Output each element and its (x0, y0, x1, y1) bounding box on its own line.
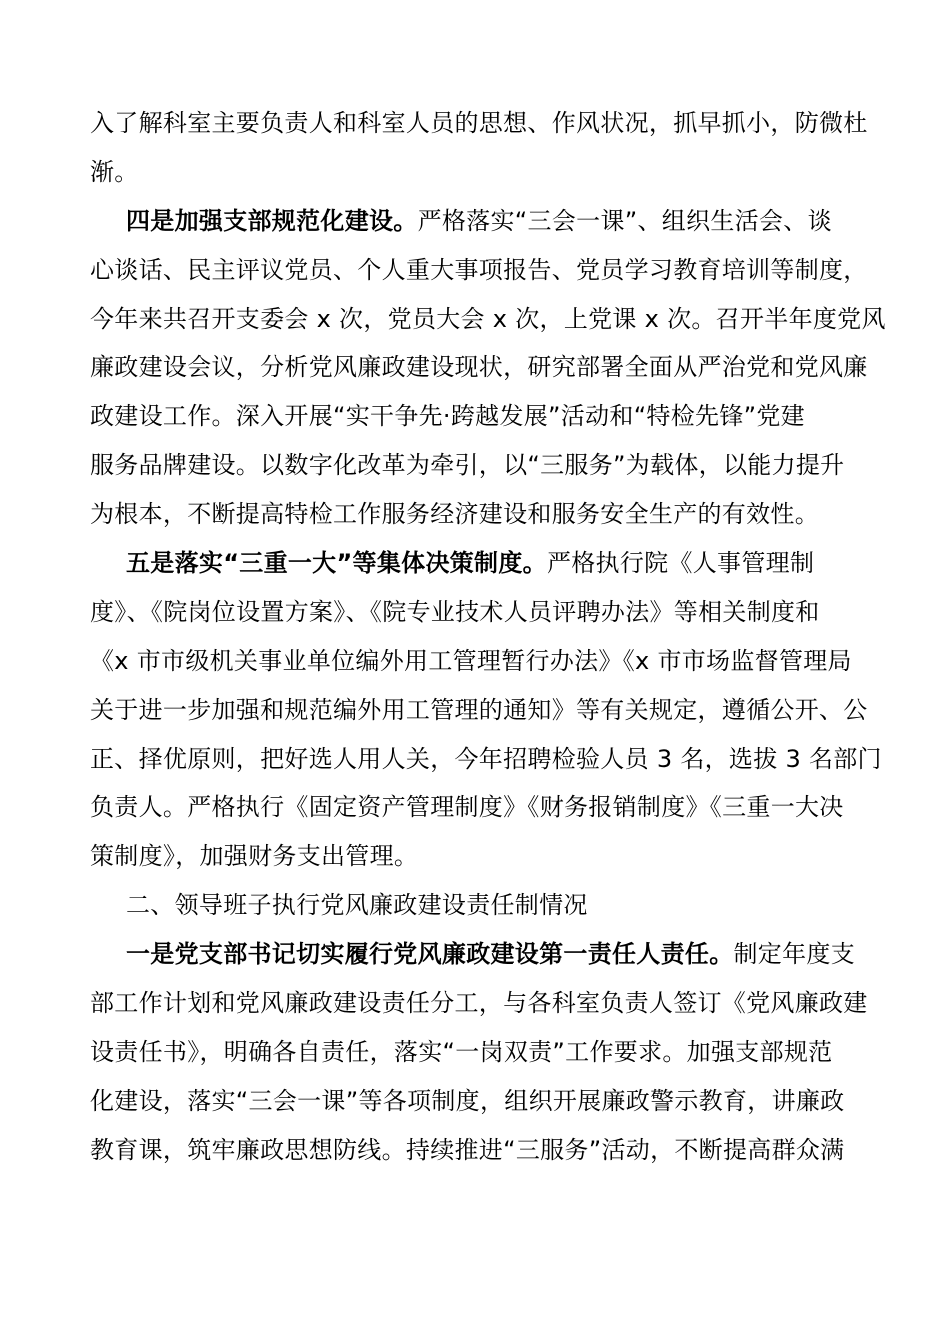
body-text: 制定年度支 (733, 940, 855, 969)
paragraph-line (90, 343, 868, 392)
paragraph-line (90, 588, 860, 637)
body-text: 心谈话、民主评议党员、个人重大事项报告、党员学习教育培训等制度， (90, 255, 868, 284)
body-text: 正、择优原则，把好选人用人关，今年招聘检验人员 3 名，选拔 3 名部门 (90, 744, 882, 773)
paragraph-line (90, 686, 868, 735)
paragraph-line (90, 930, 860, 979)
paragraph-line (90, 295, 886, 344)
paragraph-line (90, 637, 860, 686)
paragraph-line (90, 490, 860, 539)
paragraph-line (90, 246, 868, 295)
body-text: 《x 市市级机关事业单位编外用工管理暂行办法》《x 市市场监督管理局 (90, 646, 852, 675)
body-text: 政建设工作。深入开展“实干争先·跨越发展”活动和“特检先锋”党建 (90, 402, 805, 431)
paragraph-line (90, 99, 868, 148)
paragraph-line (90, 392, 860, 441)
body-text: 关于进一步加强和规范编外用工管理的通知》等有关规定，遵循公开、公 (90, 695, 868, 724)
paragraph-line (90, 832, 860, 881)
body-text: 廉政建设会议，分析党风廉政建设现状，研究部署全面从严治党和党风廉 (90, 353, 868, 382)
body-text: 部工作计划和党风廉政建设责任分工，与各科室负责人签订《党风廉政建 (90, 989, 868, 1018)
paragraph-line (90, 197, 860, 246)
body-text: 度》、《院岗位设置方案》、《院专业技术人员评聘办法》等相关制度和 (90, 597, 820, 626)
body-text: 服务品牌建设。以数字化改革为牵引，以“三服务”为载体，以能力提升 (90, 451, 845, 480)
paragraph-heading: 一是党支部书记切实履行党风廉政建设第一责任人责任。 (126, 940, 734, 969)
body-text: 严格落实“三会一课”、组织生活会、谈 (417, 206, 832, 235)
section-heading (90, 881, 860, 930)
paragraph-line (90, 148, 860, 197)
paragraph-line (90, 441, 860, 490)
paragraph-line (90, 1126, 860, 1175)
body-text: 教育课，筑牢廉政思想防线。持续推进“三服务”活动，不断提高群众满 (90, 1135, 845, 1164)
paragraph-line (90, 1028, 860, 1077)
body-text: 化建设，落实“三会一课”等各项制度，组织开展廉政警示教育，讲廉政 (90, 1086, 845, 1115)
paragraph-line (90, 979, 868, 1028)
body-text: 策制度》，加强财务支出管理。 (90, 842, 419, 871)
paragraph-line (90, 735, 882, 784)
body-text: 渐。 (90, 157, 139, 186)
body-text: 今年来共召开支委会 x 次，党员大会 x 次，上党课 x 次。召开半年度党风 (90, 304, 886, 333)
paragraph-heading: 五是落实“三重一大”等集体决策制度。 (126, 549, 547, 578)
section-heading-text: 二、领导班子执行党风廉政建设责任制情况 (126, 891, 588, 920)
body-text: 负责人。严格执行《固定资产管理制度》《财务报销制度》《三重一大决 (90, 793, 844, 822)
paragraph-heading: 四是加强支部规范化建设。 (126, 206, 418, 235)
document-body (90, 99, 886, 1175)
body-text: 为根本，不断提高特检工作服务经济建设和服务安全生产的有效性。 (90, 500, 819, 529)
paragraph-line (90, 1077, 860, 1126)
body-text: 严格执行院《人事管理制 (546, 549, 815, 578)
paragraph-line (90, 539, 860, 588)
paragraph-line (90, 783, 860, 832)
body-text: 入了解科室主要负责人和科室人员的思想、作风状况，抓早抓小，防微杜 (90, 109, 868, 137)
body-text: 设责任书》，明确各自责任，落实“一岗双责”工作要求。加强支部规范 (90, 1037, 833, 1066)
